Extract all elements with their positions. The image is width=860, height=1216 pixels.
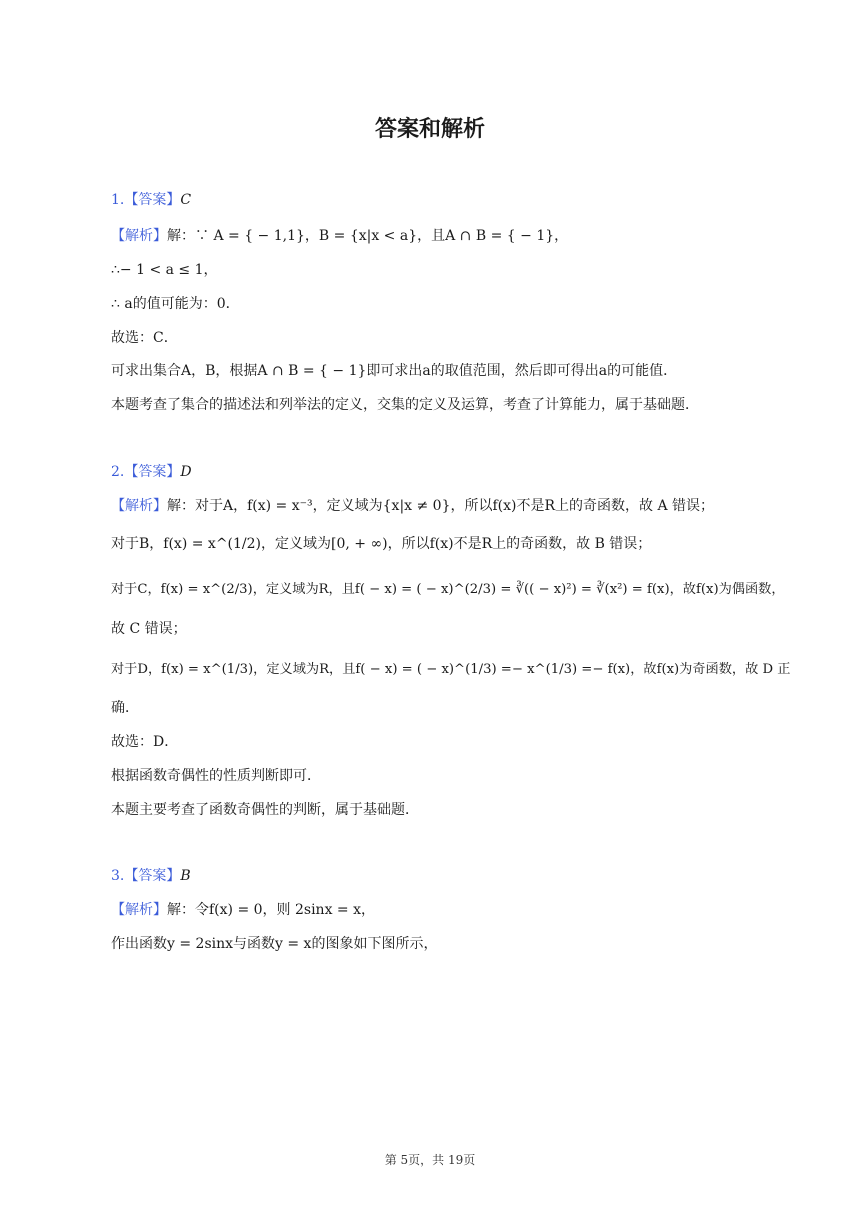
q3-answer-tag: 【答案】 (124, 868, 181, 884)
q2-text-1: 解：对于A，f(x) = x⁻³，定义域为{x|x ≠ 0}，所以f(x)不是R上的奇函数，故 A 错误； (167, 498, 715, 514)
q1-analysis-line-1 (111, 226, 568, 246)
q1-text-4: 故选：C． (111, 330, 178, 346)
q3-text-2: 作出函数y = 2sinx与函数y = x的图象如下图所示， (111, 936, 438, 952)
q1-text-6: 本题考查了集合的描述法和列举法的定义，交集的定义及运算，考查了计算能力，属于基础题． (111, 397, 699, 413)
q2-text-6: 根据函数奇偶性的性质判断即可． (111, 768, 321, 784)
q2-text-4b: 确． (111, 700, 139, 716)
q2-number: 2. (111, 464, 125, 480)
q3-answer: B (180, 868, 191, 884)
q2-answer: D (180, 464, 192, 480)
q2-analysis-line-1 (111, 496, 714, 516)
q1-text-5: 可求出集合A，B，根据A ∩ B = { − 1}即可求出a的取值范围，然后即可得出a的可能值． (111, 363, 678, 379)
q2-text-3: 对于C，f(x) = x^(2/3)，定义域为R，且f( − x) = ( − x)^(2/3) = ∛(( − x)²) = ∛(x²) = f(x)，故f(x)为偶函数， (111, 582, 785, 597)
q2-text-7: 本题主要考查了函数奇偶性的判断，属于基础题． (111, 802, 419, 818)
q2-text-2: 对于B，f(x) = x^(1/2)，定义域为[0, + ∞)，所以f(x)不是R上的奇函数，故 B 错误； (111, 536, 652, 552)
q1-text-1: 解：∵ A = { − 1,1}，B = {x|x < a}，且A ∩ B = { − 1}， (167, 228, 569, 244)
q1-analysis-tag: 【解析】 (111, 228, 167, 244)
q2-text-5: 故选：D． (111, 734, 179, 750)
q2-answer-line (111, 462, 192, 482)
q1-answer-tag: 【答案】 (124, 192, 181, 208)
q3-number: 3. (111, 868, 125, 884)
q1-answer-line (111, 190, 191, 210)
q1-number: 1. (111, 192, 125, 208)
q1-text-3: ∴ a的值可能为：0． (111, 296, 240, 312)
q1-answer: C (180, 192, 192, 208)
q3-analysis-tag: 【解析】 (111, 902, 167, 918)
page-footer: 第 5页，共 19页 (384, 1153, 476, 1167)
q3-analysis-line-1 (111, 900, 375, 920)
q2-text-4: 对于D，f(x) = x^(1/3)，定义域为R，且f( − x) = ( − x)^(1/3) =− x^(1/3) =− f(x)，故f(x)为奇函数，故 D 正 (111, 662, 791, 677)
q3-text-1: 解：令f(x) = 0，则 2sinx = x， (167, 902, 375, 918)
q1-text-2: ∴− 1 < a ≤ 1， (111, 262, 218, 278)
q2-answer-tag: 【答案】 (124, 464, 181, 480)
q2-text-3b: 故 C 错误； (111, 621, 187, 637)
q2-analysis-tag: 【解析】 (111, 498, 167, 514)
page-title: 答案和解析 (374, 117, 485, 142)
q3-answer-line (111, 866, 191, 886)
